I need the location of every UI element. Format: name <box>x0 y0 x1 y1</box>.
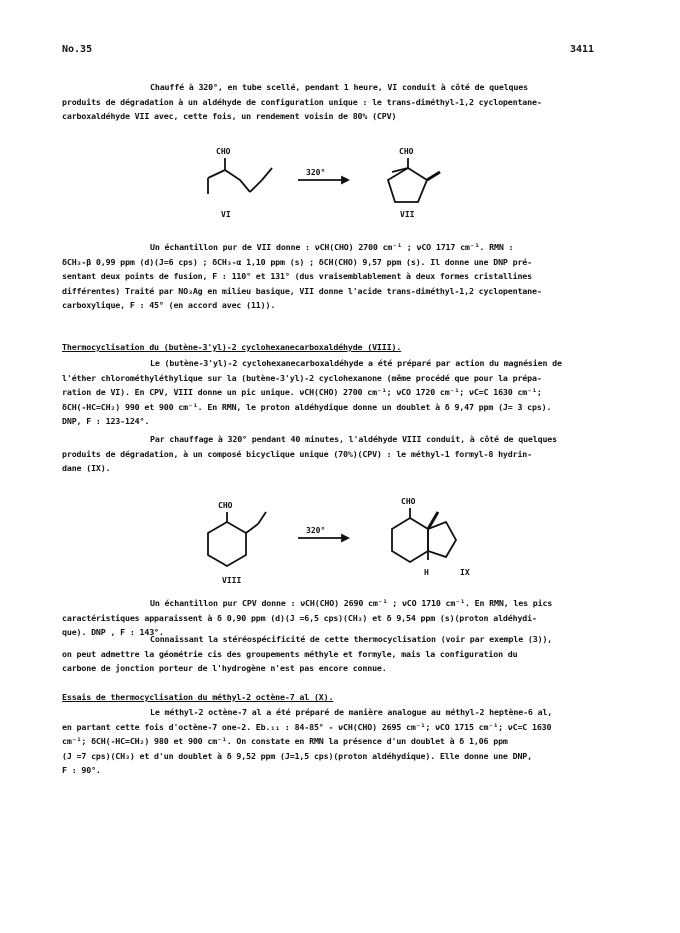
paragraph-1: Chauffé à 320°, en tube scellé, pendant 1 heure, VI conduit à côté de quelques produits de dégradation à un aldéhyde de configuration unique : le trans-diméthyl-1,2 cyclopentane- carboxaldéhyde VII avec, cette fois, un rendement voisin de 80% (CPV) <box>62 82 542 121</box>
scheme-1-cho-b: CHO <box>399 147 414 156</box>
paragraph-2: Un échantillon pur de VII donne : νCH(CHO) 2700 cm⁻¹ ; νCO 1717 cm⁻¹. RMN : δCH₃-β 0,99 ppm (d)(J=6 cps) ; δCH₃-α 1,10 ppm (s) ; δCH(CHO) 9,57 ppm (s). Il donne une DNP pré- sentant deux points de fusion, F : 110° et 131° (dus vraisemblablement à deux formes cristallines différentes) Traité par NO₃Ag en milieu basique, VII donne l'acide trans-diméthyl-1,2 cyclopentane- carboxylique, F : 45° (en accord avec (11)). <box>62 242 542 310</box>
scheme-2-cho-a: CHO <box>218 501 233 510</box>
paragraph-5: Un échantillon pur CPV donne : νCH(CHO) 2690 cm⁻¹ ; νCO 1710 cm⁻¹. En RMN, les pics caractéristiques apparaissent à δ 0,90 ppm (d)(J =6,5 cps)(CH₃) et δ 9,54 ppm (s)(proton aldéhydi- que). DNP , F : 143°. <box>62 598 553 637</box>
paragraph-4: Par chauffage à 320° pendant 40 minutes, l'aldéhyde VIII conduit, à côté de quelques produits de dégradation, à un composé bicyclique unique (70%)(CPV) : le méthyl-1 formyl-8 hydrin- dane (IX). <box>62 434 557 473</box>
scheme-2-label-viii: VIII <box>222 576 242 585</box>
scheme-1-label-vi: VI <box>221 210 231 219</box>
scheme-1-label-vii: VII <box>400 210 415 219</box>
paragraph-7: Le méthyl-2 octène-7 al a été préparé de manière analogue au méthyl-2 heptène-6 al, en partant cette fois d'octène-7 one-2. Eb.₁₁ : 84-85° - νCH(CHO) 2695 cm⁻¹; νCO 1715 cm⁻¹; νC=C 1630 cm⁻¹; δCH(-HC=CH₂) 980 et 900 cm⁻¹. On constate en RMN la présence d'un doublet à δ 1,06 ppm (J =7 cps)(CH₃) et d'un doublet à δ 9,52 ppm (J=1,5 cps)(proton aldéhydique). Elle donne une DNP, F : 90°. <box>62 707 553 775</box>
scheme-2-arrow-label: 320° <box>306 526 326 535</box>
paragraph-3: Le (butène-3'yl)-2 cyclohexanecarboxaldéhyde a été préparé par action du magnésien de l'éther chlorométhyléthylique sur la (butène-3'yl)-2 cyclohexanone (même procédé que pour la prépa- ration de VI). En CPV, VIII donne un pic unique. νCH(CHO) 2700 cm⁻¹; νCO 1720 cm⁻¹; νC=C 1630 cm⁻¹; δCH(-HC=CH₂) 990 et 900 cm⁻¹. En RMN, le proton aldéhydique donne un doublet à δ 9,47 ppm (J= 3 cps). DNP, F : 123-124°. <box>62 358 562 426</box>
page-number: 3411 <box>570 44 595 55</box>
section-heading-2: Essais de thermocyclisation du méthyl-2 octène-7 al (X). <box>62 692 334 702</box>
scheme-2-cho-b: CHO <box>401 497 416 506</box>
scheme-1-arrow-label: 320° <box>306 168 326 177</box>
scheme-2-label-ix: IX <box>460 568 470 577</box>
section-heading-1: Thermocyclisation du (butène-3'yl)-2 cyclohexanecarboxaldéhyde (VIII). <box>62 342 402 352</box>
paragraph-6: Connaissant la stéréospécificité de cette thermocyclisation (voir par exemple (3)), on peut admettre la géométrie cis des groupements méthyle et formyle, mais la configuration du carbone de jonction porteur de l'hydrogène n'est pas encore connue. <box>62 634 553 673</box>
scheme-1-cho-a: CHO <box>216 147 231 156</box>
journal-number: No.35 <box>62 44 93 55</box>
scheme-2-h-atom: H <box>424 568 429 577</box>
